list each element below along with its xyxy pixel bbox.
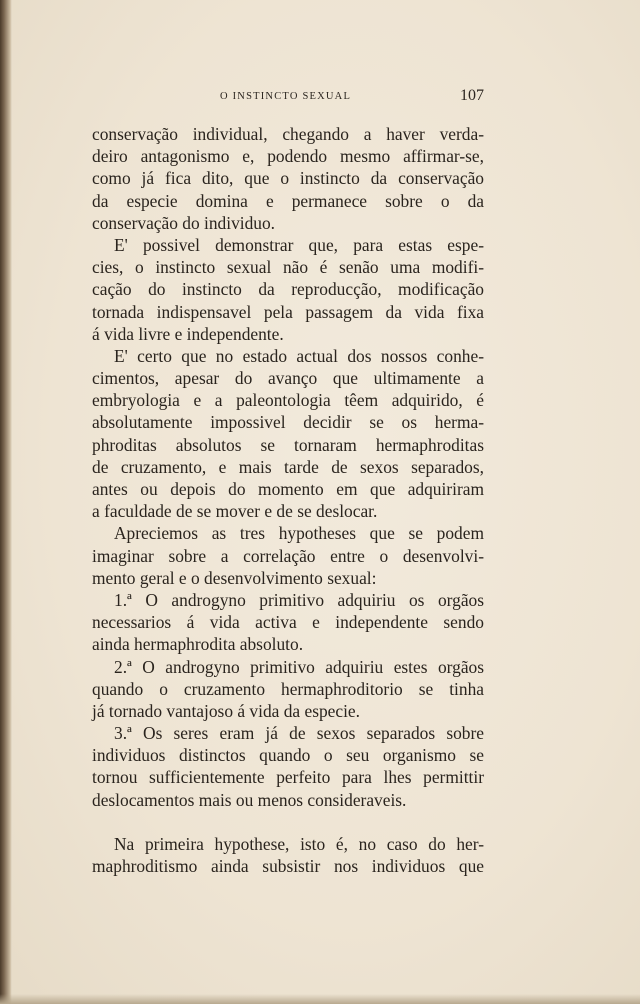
text-line: maphroditismo ainda subsistir nos individuos que (92, 856, 484, 876)
text-line: phroditas absolutos se tornaram hermaphroditas (92, 434, 484, 455)
text-line: Apreciemos as tres hypotheses que se podem (114, 523, 484, 544)
page-binding-edge (0, 0, 12, 1004)
text-line: 1.ª O androgyno primitivo adquiriu os orgãos (114, 589, 484, 610)
text-line: absolutamente impossivel decidir se os herma- (92, 412, 484, 433)
text-line: tornada indispensavel pela passagem da vida fixa (92, 301, 484, 322)
paragraph-gap (92, 811, 484, 833)
text-line: cimentos, apesar do avanço que ultimamente a (92, 368, 484, 389)
text-line: cação do instincto da reproducção, modificação (92, 279, 484, 300)
running-title: O INSTINCTO SEXUAL (220, 91, 352, 102)
text-line: 2.ª O androgyno primitivo adquiriu estes orgãos (114, 656, 484, 677)
text-line: á vida livre e independente. (92, 323, 284, 344)
page-bottom-edge (0, 994, 640, 1004)
text-line: deslocamentos mais ou menos consideraveis. (92, 789, 407, 810)
text-line: Na primeira hypothese, isto é, no caso do her- (114, 833, 484, 854)
text-line: 3.ª Os seres eram já de sexos separados sobre (114, 723, 484, 744)
text-line: de cruzamento, e mais tarde de sexos separados, (92, 456, 484, 477)
page-number: 107 (460, 87, 484, 104)
text-line: a faculdade de se mover e de se deslocar. (92, 501, 378, 522)
text-line: conservação do individuo. (92, 212, 276, 233)
body-text (92, 123, 484, 877)
text-line: conservação individual, chegando a haver verda- (92, 124, 484, 144)
text-line: E' certo que no estado actual dos nossos conhe- (114, 345, 484, 366)
text-line: quando o cruzamento hermaphroditorio se tinha (92, 678, 484, 699)
text-line: ainda hermaphrodita absoluto. (92, 634, 304, 655)
text-line: necessarios á vida activa e independente sendo (92, 612, 484, 633)
text-line: como já fica dito, que o instincto da conservação (92, 168, 484, 189)
text-line: imaginar sobre a correlação entre o desenvolvi- (92, 545, 484, 566)
text-line: embryologia e a paleontologia têem adquirido, é (92, 390, 484, 411)
text-line: mento geral e o desenvolvimento sexual: (92, 567, 377, 588)
text-line: tornou sufficientemente perfeito para lhes permittir (92, 767, 484, 788)
text-line: da especie domina e permanece sobre o da (92, 190, 484, 211)
text-line: deiro antagonismo e, podendo mesmo affirmar-se, (92, 146, 484, 167)
text-line: antes ou depois do momento em que adquiriram (92, 479, 484, 499)
text-line: E' possivel demonstrar que, para estas espe- (114, 234, 484, 255)
text-line: já tornado vantajoso á vida da especie. (92, 700, 361, 721)
running-head (92, 89, 484, 109)
text-line: cies, o instincto sexual não é senão uma modifi- (92, 257, 484, 278)
text-line: individuos distinctos quando o seu organismo se (92, 745, 484, 766)
